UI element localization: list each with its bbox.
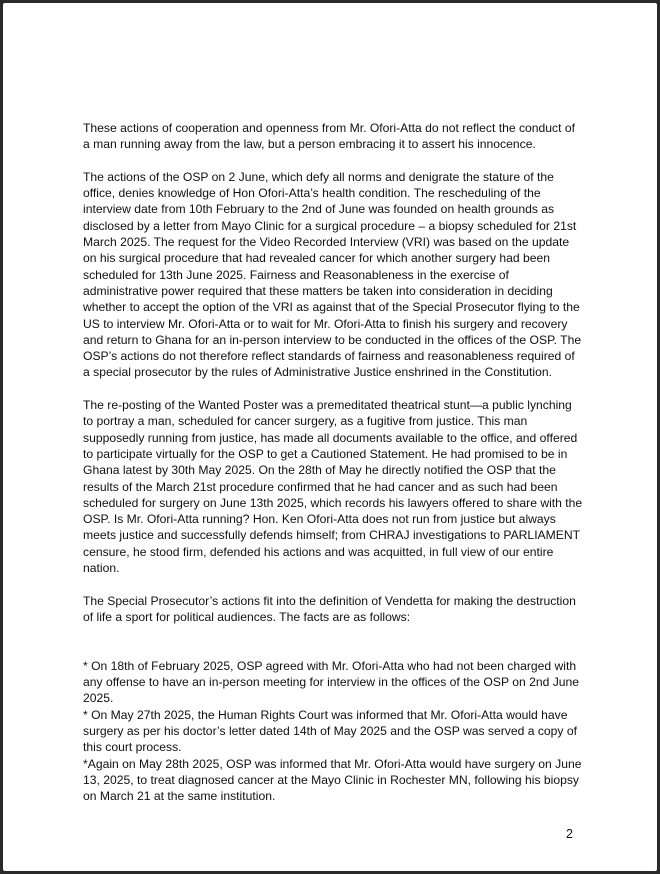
page-number: 2	[566, 827, 573, 841]
document-body	[83, 120, 583, 804]
facts-list	[83, 658, 583, 805]
list-item: * On May 27th 2025, the Human Rights Court was informed that Mr. Ofori-Atta would have surgery as per his doctor’s letter dated 14th of May 2025 and the OSP was served a copy of this court process.	[83, 707, 578, 755]
document-page	[3, 3, 657, 871]
paragraph-osp-actions: The actions of the OSP on 2 June, which defy all norms and denigrate the stature of the office, denies knowledge of Hon Ofori-Atta’s health condition. The rescheduling of the interview date from 10th February to the 2nd of June was founded on health grounds as disclosed by a letter from Mayo Clinic for a surgical procedure – a biopsy scheduled for 21st March 2025. The request for the Video Recorded Interview (VRI) was based on the update on his surgical procedure that had revealed cancer for which another surgery had been scheduled for 13th June 2025. Fairness and Reasonableness in the exercise of administrative power required that these matters be taken into consideration in deciding whether to accept the option of the VRI as against that of the Special Prosecutor flying to the US to interview Mr. Ofori-Atta or to wait for Mr. Ofori-Atta to finish his surgery and recovery and return to Ghana for an in-person interview to be conducted in the offices of the OSP. The OSP’s actions do not therefore reflect standards of fairness and reasonableness required of a special prosecutor by the rules of Administrative Justice enshrined in the Constitution.	[83, 169, 582, 380]
paragraph-cooperation: These actions of cooperation and openness from Mr. Ofori-Atta do not reflect the conduct of a man running away from the law, but a person embracing it to assert his innocence.	[83, 121, 575, 152]
list-item: *Again on May 28th 2025, OSP was informed that Mr. Ofori-Atta would have surgery on June 13, 2025, to treat diagnosed cancer at the Mayo Clinic in Rochester MN, following his biopsy on March 21 at the same institution.	[83, 756, 582, 804]
list-item: * On 18th of February 2025, OSP agreed with Mr. Ofori-Atta who had not been charged with any offense to have an in-person meeting for interview in the offices of the OSP on 2nd June 2025.	[83, 658, 580, 706]
paragraph-vendetta: The Special Prosecutor’s actions fit into the definition of Vendetta for making the destruction of life a sport for political audiences. The facts are as follows:	[83, 593, 576, 624]
paragraph-wanted-poster: The re-posting of the Wanted Poster was a premeditated theatrical stunt—a public lynching to portray a man, scheduled for cancer surgery, as a fugitive from justice. This man supposedly running from justice, has made all documents available to the office, and offered to participate virtually for the OSP to get a Cautioned Statement. He had promised to be in Ghana latest by 30th May 2025. On the 28th of May he directly notified the OSP that the results of the March 21st procedure confirmed that he had cancer and as such had been scheduled for surgery on June 13th 2025, which records his lawyers offered to share with the OSP. Is Mr. Ofori-Atta running? Hon. Ken Ofori-Atta does not run from justice but always meets justice and successfully defends himself; from CHRAJ investigations to PARLIAMENT censure, he stood firm, defended his actions and was acquitted, in full view of our entire nation.	[83, 398, 583, 576]
